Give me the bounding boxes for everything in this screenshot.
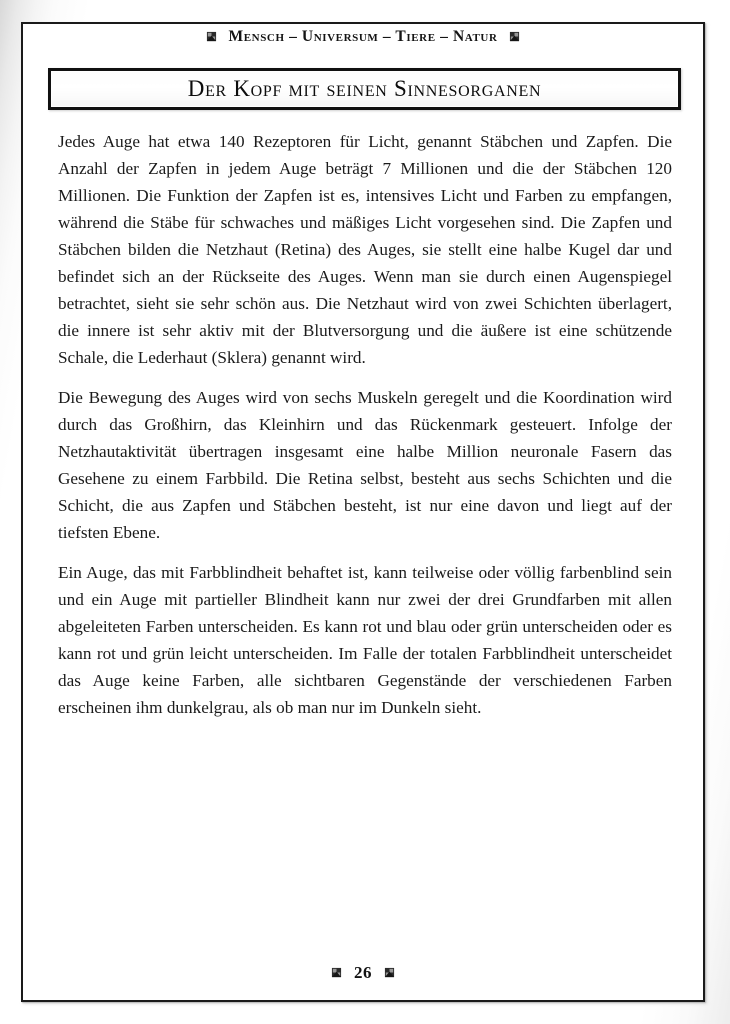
fleuron-ornament-icon xyxy=(331,967,342,978)
fleuron-ornament-icon xyxy=(509,31,520,42)
paragraph: Ein Auge, das mit Farbblindheit behaftet ist, kann teilweise oder völlig farbenblind sein und ein Auge mit partieller Blindheit kann nur zwei der drei Grundfarben mit allen abgeleiteten Farben unterscheiden. Es kann rot und blau oder grün unterscheiden oder es kann rot und grün leicht unterscheiden. Im Falle der totalen Farbblindheit unterscheidet das Auge keine Farben, alle sichtbaren Gegenstände der verschiedenen Farben erscheinen ihm dunkelgrau, als ob man nur im Dunkeln sieht. xyxy=(58,563,672,717)
fleuron-ornament-icon xyxy=(206,31,217,42)
fleuron-ornament-icon xyxy=(384,967,395,978)
body-text-column xyxy=(58,128,672,721)
chapter-title-box xyxy=(48,68,681,110)
page-title: Der Kopf mit seinen Sinnesorganen xyxy=(187,76,542,101)
page-footer xyxy=(22,962,704,983)
running-head-text: Mensch – Universum – Tiere – Natur xyxy=(228,28,498,46)
paragraph: Die Bewegung des Auges wird von sechs Muskeln geregelt und die Koordination wird durch das Großhirn, das Kleinhirn und das Rückenmark gesteuert. Infolge der Netzhautaktivität übertragen insgesamt eine halbe Million neuronale Fasern das Gesehene zu einem Farbbild. Die Retina selbst, besteht aus sechs Schichten und die Schicht, die aus Zapfen und Stäbchen besteht, ist nur eine davon und liegt auf der tiefsten Ebene. xyxy=(58,388,672,542)
running-head xyxy=(22,28,704,46)
page-number: 26 xyxy=(354,963,372,983)
paragraph: Jedes Auge hat etwa 140 Rezeptoren für Licht, genannt Stäbchen und Zapfen. Die Anzahl der Zapfen in jedem Auge beträgt 7 Millionen und die der Stäbchen 120 Millionen. Die Funktion der Zapfen ist es, intensives Licht und Farben zu empfangen, während die Stäbe für schwaches und mäßiges Licht vorgesehen sind. Die Zapfen und Stäbchen bilden die Netzhaut (Retina) des Auges, sie stellt eine halbe Kugel dar und befindet sich an der Rückseite des Auges. Wenn man sie durch einen Augenspiegel betrachtet, sieht sie sehr schön aus. Die Netzhaut wird von zwei Schichten überlagert, die innere ist sehr aktiv mit der Blutversorgung und die äußere ist eine schützende Schale, die Lederhaut (Sklera) genannt wird. xyxy=(58,132,672,367)
